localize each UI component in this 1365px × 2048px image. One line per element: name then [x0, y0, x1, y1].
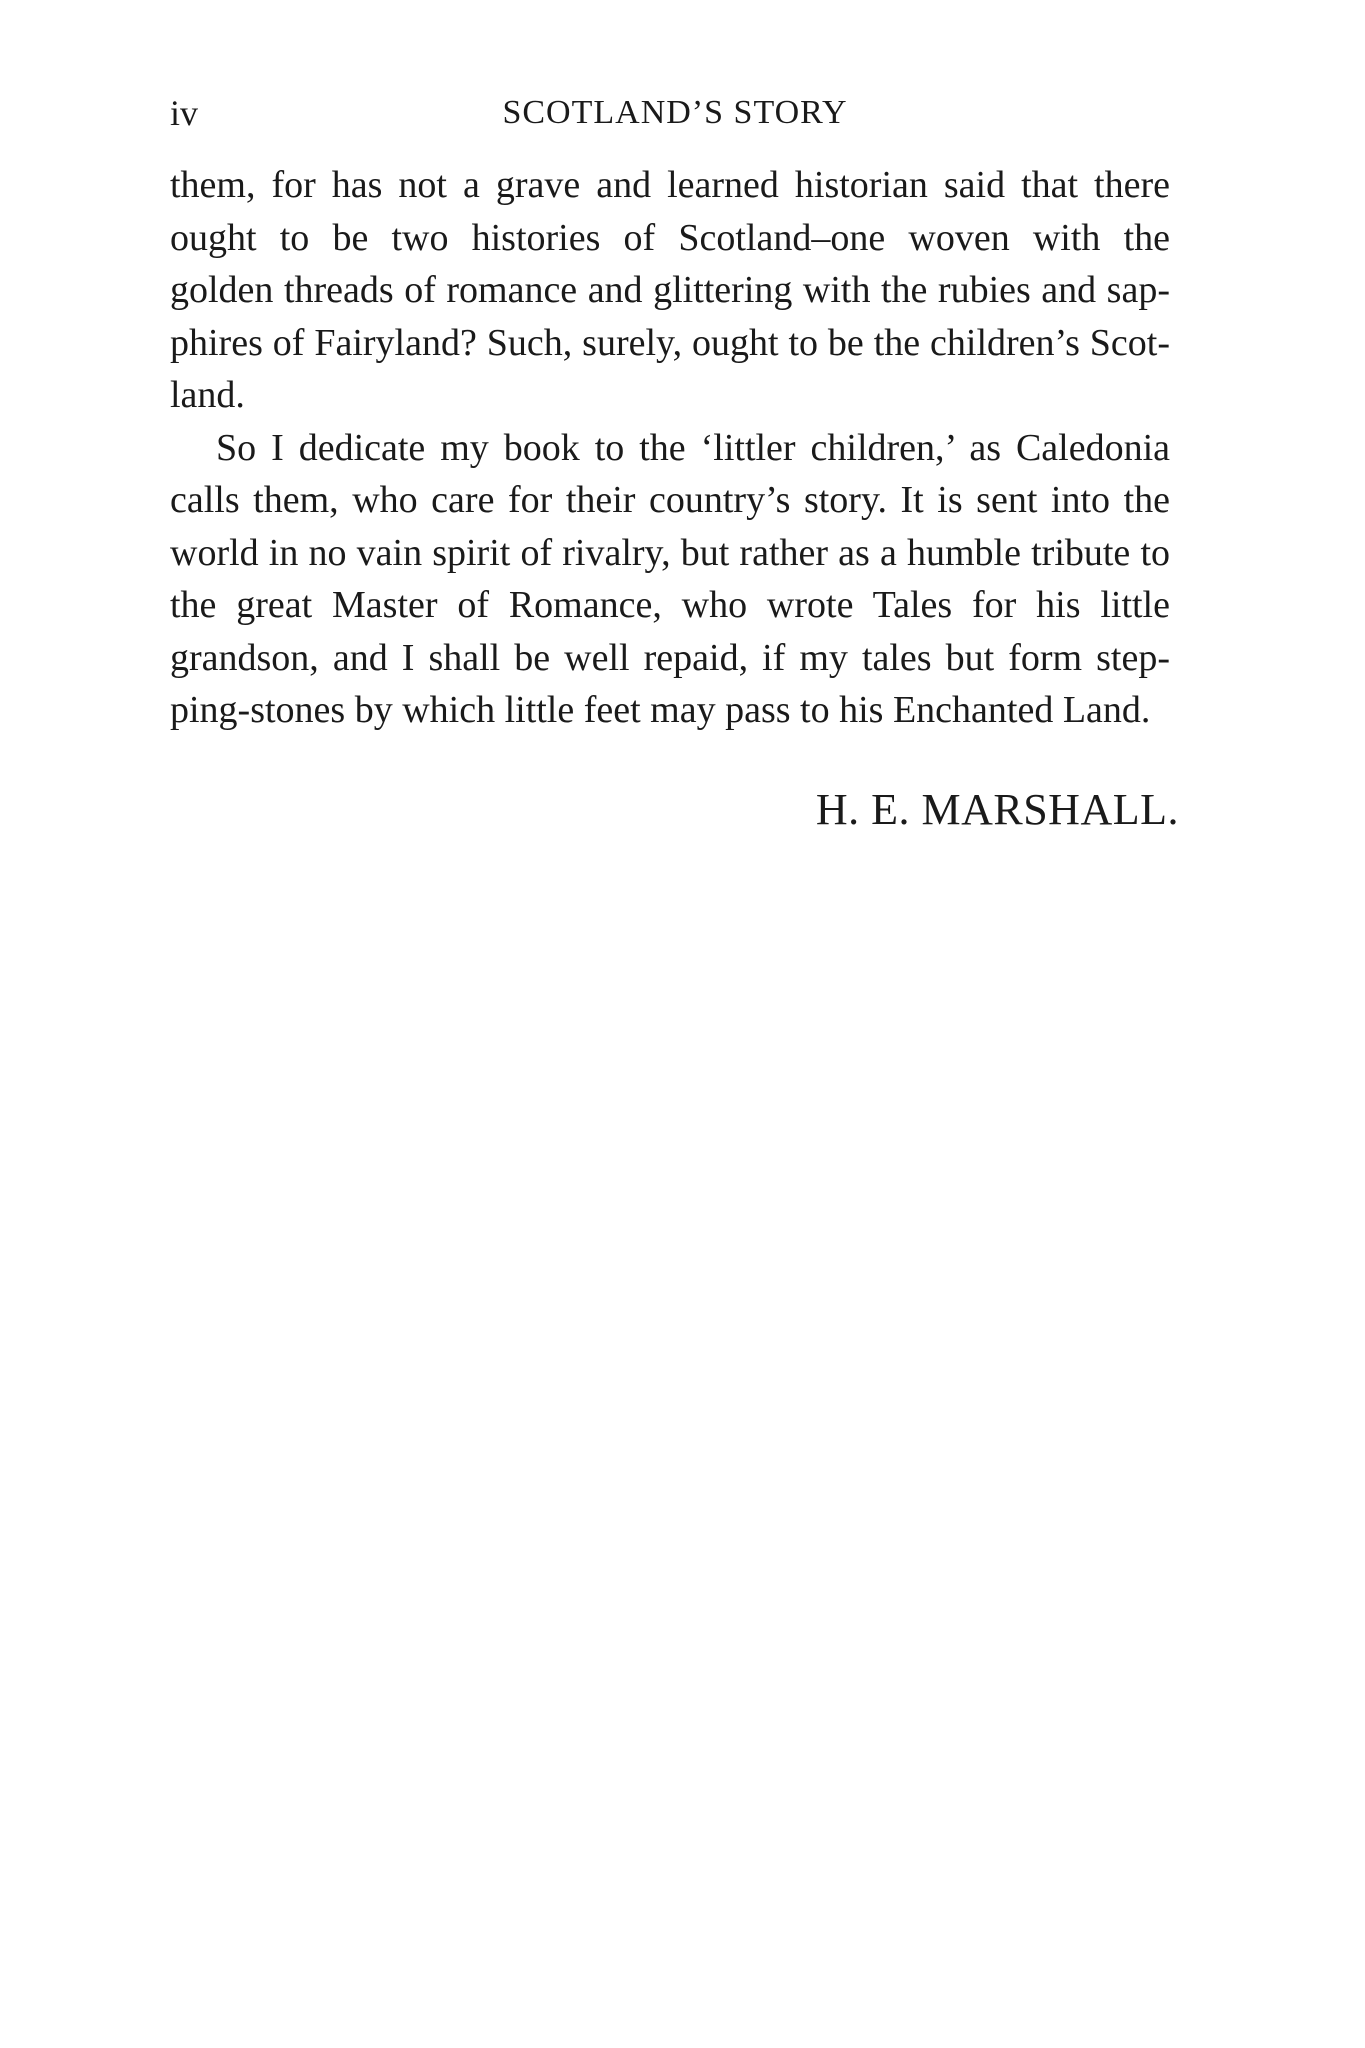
author-signature: H. E. MARSHALL. [815, 785, 1179, 834]
text-line: calls them, who care for their country’s story. It is sent into the [170, 479, 1170, 521]
text-line: phires of Fairyland? Such, surely, ought to be the children’s Scot- [170, 321, 1170, 364]
text-line: golden threads of romance and glittering with the rubies and sap- [170, 269, 1170, 311]
text-line: the great Master of Romance, who wrote Tales for his little [170, 584, 1170, 626]
running-head [170, 88, 1180, 138]
running-title: SCOTLAND’S STORY [502, 94, 848, 131]
text-line: world in no vain spirit of rivalry, but rather as a humble tribute to [170, 531, 1170, 574]
text-line: land. [170, 374, 245, 416]
page-number: iv [170, 93, 199, 133]
paragraph-dedication [170, 422, 1170, 737]
paragraph-continued [170, 159, 1170, 422]
text-line: them, for has not a grave and learned historian said that there [170, 164, 1170, 206]
body-text [170, 159, 1170, 737]
text-line: ping-stones by which little feet may pass to his Enchanted Land. [170, 689, 1151, 731]
text-line: grandson, and I shall be well repaid, if my tales but form step- [170, 636, 1170, 679]
text-line: ought to be two histories of Scotland–one woven with the [170, 216, 1170, 259]
text-line: So I dedicate my book to the ‘littler children,’ as Caledonia [216, 426, 1170, 469]
